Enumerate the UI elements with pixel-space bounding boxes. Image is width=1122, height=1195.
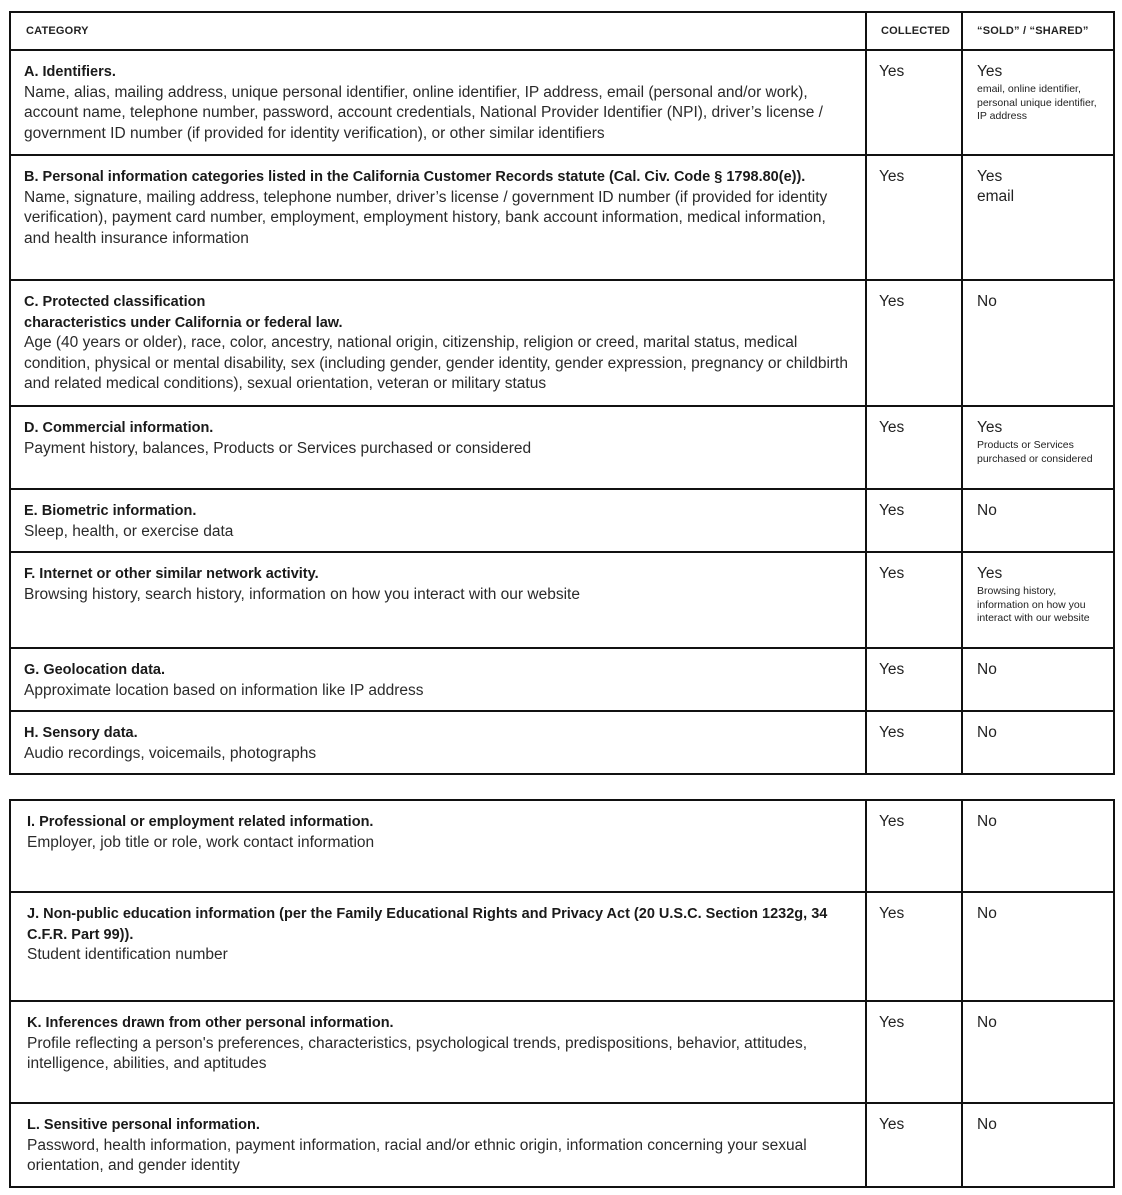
shared-value: No <box>977 661 997 678</box>
shared-cell <box>962 1001 1114 1103</box>
table-row <box>10 1001 1114 1103</box>
category-description: Age (40 years or older), race, color, ancestry, national origin, citizenship, religion or creed, marital status, medical condition, physical or mental disability, sex (including gender, gender identity, gender expression, pregnancy or childbirth and related medical conditions), sexual orientation, veteran or military status <box>24 334 848 392</box>
table-row <box>10 648 1114 711</box>
shared-cell <box>962 552 1114 648</box>
header-category: CATEGORY <box>10 12 866 50</box>
category-description: Employer, job title or role, work contact information <box>27 833 375 851</box>
shared-cell <box>962 1103 1114 1187</box>
collected-cell: Yes <box>866 155 962 280</box>
category-description: Audio recordings, voicemails, photographs <box>24 744 317 762</box>
shared-value: Yes <box>977 168 1003 185</box>
collected-cell: Yes <box>866 489 962 552</box>
shared-cell <box>962 648 1114 711</box>
collected-cell: Yes <box>866 1001 962 1103</box>
shared-value: No <box>977 293 997 310</box>
category-title-line-2: characteristics under California or federal law. <box>24 314 343 331</box>
category-cell <box>10 552 866 648</box>
shared-note: email <box>977 188 1015 205</box>
category-cell <box>10 489 866 552</box>
shared-value: No <box>977 1116 997 1133</box>
collected-cell: Yes <box>866 800 962 892</box>
collected-cell: Yes <box>866 552 962 648</box>
category-title: C. Protected classification <box>24 294 206 310</box>
shared-cell <box>962 280 1114 406</box>
shared-value: No <box>977 724 997 741</box>
category-cell <box>10 711 866 774</box>
categories-table-part-1 <box>9 11 1115 775</box>
shared-cell <box>962 800 1114 892</box>
shared-note: Products or Services purchased or considered <box>977 439 1093 465</box>
shared-value: Yes <box>977 419 1003 436</box>
shared-value: No <box>977 813 997 830</box>
table-row <box>10 489 1114 552</box>
shared-value: No <box>977 502 997 519</box>
category-description: Approximate location based on information like IP address <box>24 681 424 699</box>
category-title: J. Non-public education information (per the Family Educational Rights and Privacy Act (20 U.S.C. Section 1232g, 34 C.F.R. Part 99)). <box>27 906 828 943</box>
shared-cell <box>962 50 1114 155</box>
category-description: Name, alias, mailing address, unique personal identifier, online identifier, IP address, email (personal and/or work), account name, telephone number, password, account credentials, National Provider Identifier (NPI), driver’s license / government ID number (if provided for identity verification), or other similar identifiers <box>24 83 823 142</box>
category-description: Browsing history, search history, information on how you interact with our website <box>24 585 580 603</box>
category-description: Password, health information, payment information, racial and/or ethnic origin, information concerning your sexual orientation, and gender identity <box>27 1136 807 1174</box>
category-cell <box>10 50 866 155</box>
category-description: Sleep, health, or exercise data <box>24 522 234 540</box>
category-cell <box>10 800 866 892</box>
header-collected: COLLECTED <box>866 12 962 50</box>
category-title: H. Sensory data. <box>24 725 138 741</box>
category-description: Student identification number <box>27 946 228 963</box>
collected-cell: Yes <box>866 892 962 1001</box>
category-title: I. Professional or employment related information. <box>27 814 374 830</box>
table-row <box>10 711 1114 774</box>
table-row <box>10 800 1114 892</box>
shared-value: Yes <box>977 565 1003 582</box>
category-title: A. Identifiers. <box>24 64 116 80</box>
header-sold-shared: “SOLD” / “SHARED” <box>962 12 1114 50</box>
category-cell <box>10 406 866 489</box>
shared-cell <box>962 155 1114 280</box>
shared-cell <box>962 711 1114 774</box>
collected-cell: Yes <box>866 280 962 406</box>
category-cell <box>10 648 866 711</box>
collected-cell: Yes <box>866 406 962 489</box>
category-title: B. Personal information categories listed in the California Customer Records statute (Cal. Civ. Code § 1798.80(e)). <box>24 169 806 185</box>
category-title: G. Geolocation data. <box>24 662 165 678</box>
category-cell <box>10 155 866 280</box>
shared-cell <box>962 406 1114 489</box>
category-title: F. Internet or other similar network activity. <box>24 566 319 582</box>
table-row <box>10 280 1114 406</box>
shared-value: No <box>977 905 997 922</box>
category-title: K. Inferences drawn from other personal information. <box>27 1015 394 1031</box>
table-row <box>10 892 1114 1001</box>
category-title: E. Biometric information. <box>24 503 197 519</box>
table-row <box>10 552 1114 648</box>
table-row <box>10 155 1114 280</box>
table-row <box>10 406 1114 489</box>
shared-value: Yes <box>977 63 1003 80</box>
category-cell <box>10 1103 866 1187</box>
category-description: Name, signature, mailing address, telephone number, driver’s license / government ID number (if provided for identity verification), payment card number, employment, employment history, bank account information, medical information, and health insurance information <box>24 188 828 247</box>
categories-table-part-2 <box>9 799 1115 1188</box>
collected-cell: Yes <box>866 711 962 774</box>
category-cell <box>10 892 866 1001</box>
shared-note: email, online identifier, personal unique identifier, IP address <box>977 83 1097 122</box>
category-description: Profile reflecting a person's preferences, characteristics, psychological trends, predispositions, behavior, attitudes, intelligence, abilities, and aptitudes <box>27 1034 808 1072</box>
table-row <box>10 1103 1114 1187</box>
shared-cell <box>962 892 1114 1001</box>
shared-value: No <box>977 1014 997 1031</box>
category-description: Payment history, balances, Products or Services purchased or considered <box>24 439 532 457</box>
collected-cell: Yes <box>866 648 962 711</box>
shared-note: Browsing history, information on how you interact with our website <box>977 585 1090 624</box>
category-cell <box>10 1001 866 1103</box>
collected-cell: Yes <box>866 50 962 155</box>
header-row <box>10 12 1114 50</box>
category-title: D. Commercial information. <box>24 420 214 436</box>
category-title: L. Sensitive personal information. <box>27 1117 260 1133</box>
table-row <box>10 50 1114 155</box>
shared-cell <box>962 489 1114 552</box>
category-cell <box>10 280 866 406</box>
collected-cell: Yes <box>866 1103 962 1187</box>
